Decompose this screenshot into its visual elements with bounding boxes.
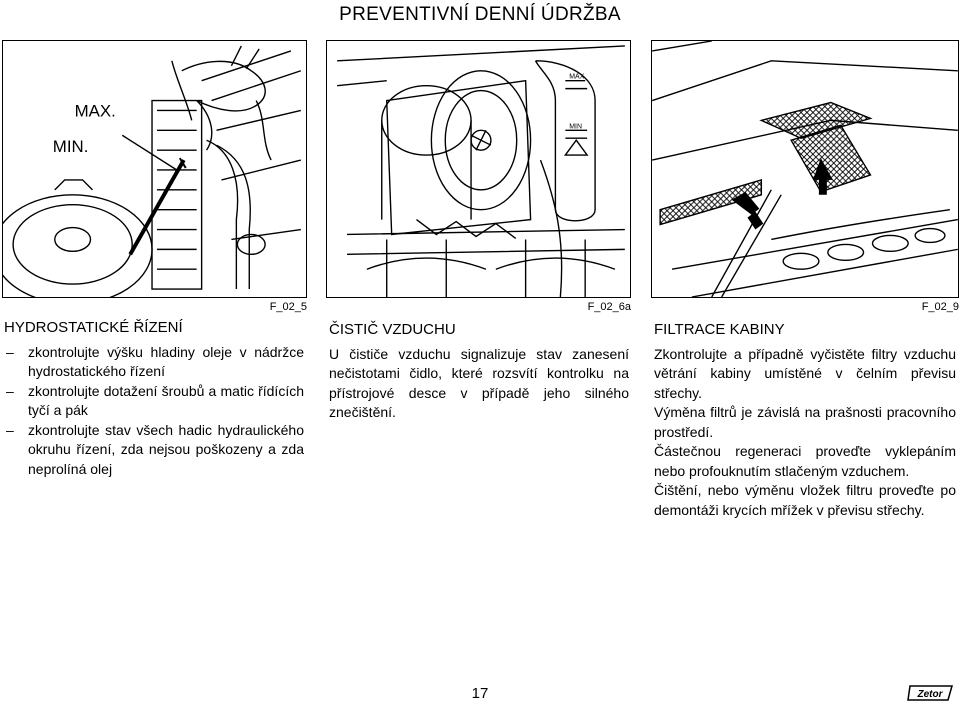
figure-hydrostatic-steering — [2, 40, 307, 298]
paragraph: Zkontrolujte a případně vyčistěte filtry vzduchu větrání kabiny umístěné v čelním převisu střechy. — [654, 345, 956, 401]
section-heading: HYDROSTATICKÉ ŘÍZENÍ — [4, 319, 183, 336]
section-cabin-filter — [654, 318, 956, 520]
page-title: PREVENTIVNÍ DENNÍ ÚDRŽBA — [339, 4, 621, 25]
max-callout: MAX. — [74, 101, 116, 121]
zetor-logo — [906, 683, 956, 703]
section-hydrostatic-steering — [4, 318, 304, 479]
list-item: – zkontrolujte dotažení šroubů a matic řídících tyčí a pák — [4, 382, 304, 421]
figure-label: F_02_9 — [921, 301, 959, 313]
list-item: – zkontrolujte stav všech hadic hydraulického okruhu řízení, zda nejsou poškozeny a zda neprolíná olej — [4, 421, 304, 480]
paragraph: Částečnou regeneraci proveďte vyklepáním nebo profouknutím stlačeným vzduchem. — [654, 443, 956, 479]
list-item: – zkontrolujte výšku hladiny oleje v nádržce hydrostatického řízení — [4, 343, 304, 382]
cabin-filter-illustration — [652, 41, 958, 297]
paragraph: Čištění, nebo výměnu vložek filtru proveďte po demontáži krycích mřížek v převisu střechy. — [654, 482, 956, 518]
min-callout: MIN. — [52, 137, 89, 157]
checklist — [4, 343, 304, 480]
hydrostatic-steering-illustration — [3, 41, 306, 297]
section-heading: ČISTIČ VZDUCHU — [329, 321, 456, 338]
figure-air-cleaner — [326, 40, 631, 298]
logo-text: Zetor — [917, 689, 943, 700]
tank-max-mark: MAX — [569, 73, 585, 81]
tank-min-mark: MIN — [569, 123, 583, 131]
figure-cabin-filter — [651, 40, 959, 298]
air-cleaner-illustration — [327, 41, 630, 297]
section-air-cleaner — [329, 318, 629, 423]
section-heading: FILTRACE KABINY — [654, 321, 785, 338]
paragraph: U čističe vzduchu signalizuje stav zanesení nečistotami čidlo, které rozsvítí kontrolku na přístrojové desce v případě jeho silného znečištění. — [329, 345, 629, 420]
figure-label: F_02_5 — [269, 301, 307, 313]
paragraph: Výměna filtrů je závislá na prašnosti pracovního prostředí. — [654, 404, 956, 440]
figure-label: F_02_6a — [587, 301, 631, 313]
page-number: 17 — [471, 685, 489, 702]
